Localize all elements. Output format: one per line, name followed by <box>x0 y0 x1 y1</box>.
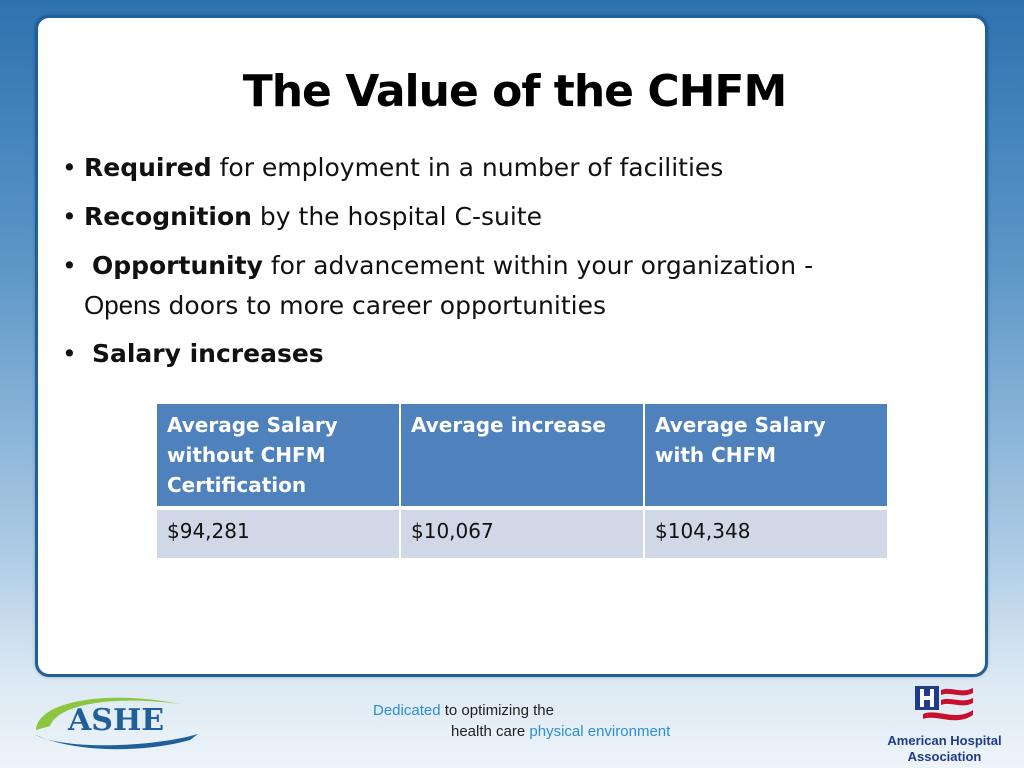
ashe-logo-text: ASHE <box>68 703 165 738</box>
opens-word: Opens <box>84 290 161 320</box>
bullet-dot: • <box>62 251 77 280</box>
table-header-cell <box>400 403 644 508</box>
bullet-dot: • <box>62 153 77 182</box>
bullet-continuation <box>84 286 962 325</box>
slide-title: The Value of the CHFM <box>242 66 787 117</box>
bullet-dot: • <box>62 339 77 368</box>
tagline-line2 <box>373 723 670 740</box>
slide-panel <box>35 15 988 677</box>
bullet-salary <box>62 334 962 374</box>
table-cell: $10,067 <box>400 508 644 559</box>
bullet-bold: Salary increases <box>91 339 324 368</box>
table-cell: $104,348 <box>644 508 888 559</box>
bullet-opportunity <box>62 246 962 325</box>
tagline-line2-blue: physical environment <box>529 723 671 740</box>
tagline-line2-lead: health care <box>451 723 530 740</box>
footer-tagline <box>373 702 670 740</box>
hospital-flag-icon <box>913 684 977 728</box>
bullet-text: for employment in a number of facilities <box>211 153 724 182</box>
aha-name-line1: American Hospital <box>887 733 1002 748</box>
bullet-text: for advancement within your organization - <box>262 251 814 280</box>
header-line: Average increase <box>411 413 606 437</box>
bullet-required <box>62 148 962 188</box>
header-line: Average Salary <box>655 413 826 437</box>
table-header-cell <box>156 403 400 508</box>
table-row <box>156 508 888 559</box>
aha-logo <box>872 684 1017 765</box>
bullet-recognition <box>62 197 962 237</box>
tagline-dedicated: Dedicated <box>373 702 441 719</box>
header-line: Average Salary <box>167 413 338 437</box>
aha-name-line2: Association <box>907 749 982 764</box>
bullet-list <box>62 148 962 383</box>
bullet-dot: • <box>62 202 77 231</box>
salary-table <box>155 402 889 560</box>
header-line: with CHFM <box>655 443 777 467</box>
bullet-continuation-text: doors to more career opportunities <box>160 291 606 320</box>
table-header-row <box>156 403 888 508</box>
bullet-bold: Required <box>84 153 212 182</box>
table-cell: $94,281 <box>156 508 400 559</box>
table-header-cell <box>644 403 888 508</box>
header-line: without CHFM <box>167 443 326 467</box>
header-line: Certification <box>167 473 307 497</box>
bullet-text: by the hospital C-suite <box>251 202 542 231</box>
bullet-bold: Recognition <box>84 202 252 231</box>
aha-name <box>872 733 1017 765</box>
bullet-bold: Opportunity <box>91 251 263 280</box>
tagline-rest: to optimizing the <box>440 702 554 719</box>
ashe-logo <box>30 690 205 757</box>
